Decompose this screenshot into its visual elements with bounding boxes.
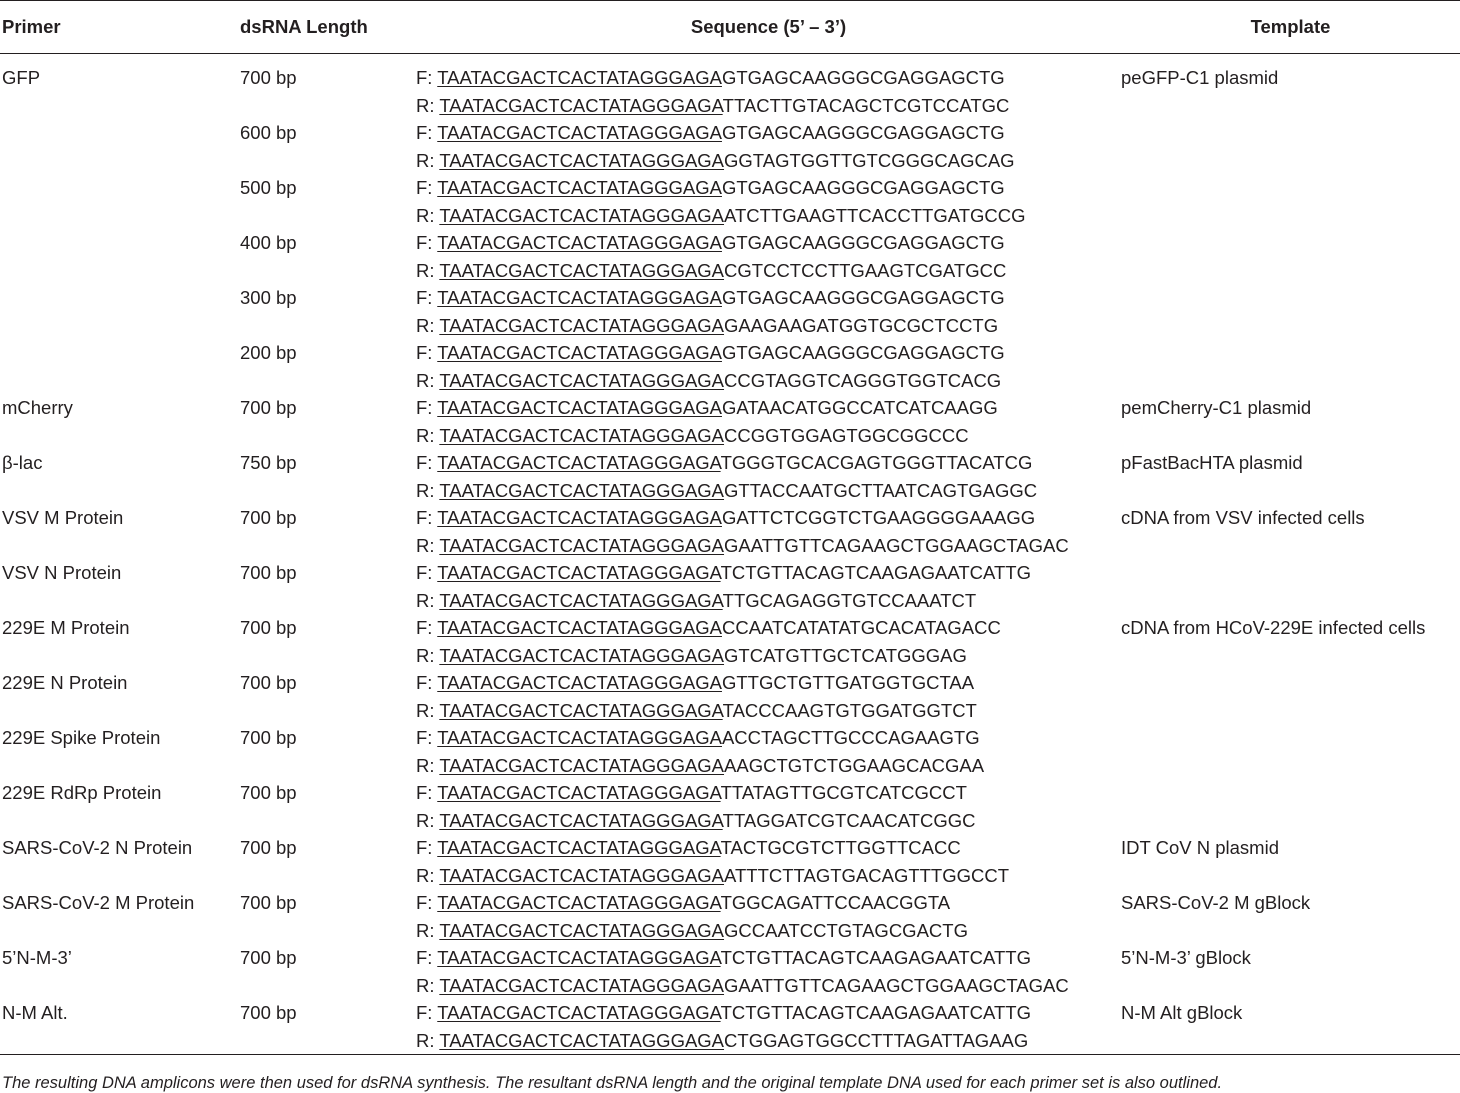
gene-specific-sequence: TTGCAGAGGTGTCCAAATCT [722,589,977,611]
primer-name: 229E RdRp Protein [2,782,162,803]
header-dsrna-length: dsRNA Length [240,16,368,37]
reverse-primer [416,202,1121,230]
gene-specific-sequence: GAAGAAGATGGTGCGCTCCTG [724,314,999,336]
sequence-cell [416,999,1121,1055]
primer-name: GFP [2,67,41,88]
gene-specific-sequence: GTGAGCAAGGGCGAGGAGCTG [721,287,1005,308]
t7-promoter-sequence: TAATACGACTCACTATAGGGAGA [439,534,725,556]
t7-promoter-sequence: TAATACGACTCACTATAGGGAGA [439,369,725,391]
reverse-primer [416,257,1121,285]
template-name: cDNA from HCoV-229E infected cells [1121,617,1426,638]
gene-specific-sequence: TGGCAGATTCCAACGGTA [720,892,951,913]
template-name: 5’N-M-3’ gBlock [1121,947,1251,968]
forward-primer [416,724,1121,752]
dsrna-length: 700 bp [240,837,297,858]
primer-pair [416,394,1121,449]
reverse-primer [416,642,1121,670]
dsrna-length: 700 bp [240,67,297,88]
t7-promoter-sequence: TAATACGACTCACTATAGGGAGA [437,397,722,418]
sequence-cell [416,449,1121,504]
header-template: Template [1250,16,1331,37]
t7-promoter-sequence: TAATACGACTCACTATAGGGAGA [437,727,722,748]
template-cell [1121,394,1460,449]
dsrna-length: 700 bp [240,562,297,583]
template-cell [1121,449,1460,504]
t7-promoter-sequence: TAATACGACTCACTATAGGGAGA [437,947,721,968]
t7-promoter-sequence: TAATACGACTCACTATAGGGAGA [439,809,723,831]
table-row [0,889,1460,944]
dsrna-length: 700 bp [240,782,297,803]
primer-name-cell [0,54,240,395]
primer-name: SARS-CoV-2 N Protein [2,837,193,858]
gene-specific-sequence: TTATAGTTGCGTCATCGCCT [720,782,967,803]
template-name: cDNA from VSV infected cells [1121,507,1365,528]
gene-specific-sequence: ATTTCTTAGTGACAGTTTGGCCT [724,864,1010,886]
forward-primer [416,119,1121,147]
gene-specific-sequence: GATTCTCGGTCTGAAGGGGAAAGG [721,507,1036,528]
dsrna-length-cell [240,999,416,1055]
dsrna-length-cell [240,614,416,669]
primer-pair [416,614,1121,669]
t7-promoter-sequence: TAATACGACTCACTATAGGGAGA [439,589,723,611]
dsrna-length-cell [240,394,416,449]
table-row [0,999,1460,1055]
strand-prefix: R: [416,644,440,666]
primer-pair [416,999,1121,1054]
template-name: pemCherry-C1 plasmid [1121,397,1312,418]
forward-primer [416,559,1121,587]
t7-promoter-sequence: TAATACGACTCACTATAGGGAGA [437,452,721,473]
dsrna-length: 700 bp [240,617,297,638]
table-header [0,1,1460,54]
template-name [1121,669,1460,697]
strand-prefix: F: [416,507,438,528]
t7-promoter-sequence: TAATACGACTCACTATAGGGAGA [437,177,722,198]
strand-prefix: F: [416,1002,438,1023]
strand-prefix: F: [416,67,438,88]
gene-specific-sequence: GATAACATGGCCATCATCAAGG [721,397,998,418]
t7-promoter-sequence: TAATACGACTCACTATAGGGAGA [437,232,722,253]
sequence-cell [416,504,1121,559]
forward-primer [416,339,1121,367]
table-row [0,559,1460,614]
strand-prefix: F: [416,232,438,253]
dsrna-length-cell [240,889,416,944]
t7-promoter-sequence: TAATACGACTCACTATAGGGAGA [439,974,725,996]
template-name: N-M Alt gBlock [1121,1002,1243,1023]
gene-specific-sequence: GTGAGCAAGGGCGAGGAGCTG [721,122,1005,143]
template-cell [1121,944,1460,999]
dsrna-length: 400 bp [240,232,297,253]
t7-promoter-sequence: TAATACGACTCACTATAGGGAGA [437,562,721,583]
dsrna-length-cell [240,944,416,999]
dsrna-length: 700 bp [240,672,297,693]
dsrna-length: 700 bp [240,1002,297,1023]
template-cell [1121,504,1460,559]
reverse-primer [416,752,1121,780]
t7-promoter-sequence: TAATACGACTCACTATAGGGAGA [437,837,721,858]
strand-prefix: R: [416,424,440,446]
table-body [0,54,1460,1055]
gene-specific-sequence: TGGGTGCACGAGTGGGTTACATCG [720,452,1033,473]
primer-pair [416,779,1121,834]
strand-prefix: F: [416,837,438,858]
dsrna-length: 700 bp [240,397,297,418]
gene-specific-sequence: TACTGCGTCTTGGTTCACC [720,837,961,858]
table-footnote: The resulting DNA amplicons were then used for dsRNA synthesis. The resultant dsRNA length and the original template DNA used for each primer set is also outlined. [2,1074,1223,1092]
strand-prefix: R: [416,919,440,941]
template-name [1121,559,1460,587]
primer-pair [416,284,1121,339]
reverse-primer [416,147,1121,175]
t7-promoter-sequence: TAATACGACTCACTATAGGGAGA [439,424,725,446]
primer-name: 5’N-M-3’ [2,947,72,968]
reverse-primer [416,587,1121,615]
dsrna-length-cell [240,724,416,779]
dsrna-length: 750 bp [240,452,297,473]
table-row [0,944,1460,999]
gene-specific-sequence: TCTGTTACAGTCAAGAGAATCATTG [720,562,1031,583]
gene-specific-sequence: TACCCAAGTGTGGATGGTCT [722,699,977,721]
forward-primer [416,834,1121,862]
t7-promoter-sequence: TAATACGACTCACTATAGGGAGA [437,1002,721,1023]
table-row [0,834,1460,889]
template-name [1121,779,1460,807]
reverse-primer [416,92,1121,120]
t7-promoter-sequence: TAATACGACTCACTATAGGGAGA [439,644,725,666]
forward-primer [416,284,1121,312]
table-row [0,614,1460,669]
forward-primer [416,174,1121,202]
table-row [0,54,1460,395]
template-name: pFastBacHTA plasmid [1121,452,1303,473]
sequence-cell [416,669,1121,724]
reverse-primer [416,422,1121,450]
sequence-cell [416,724,1121,779]
t7-promoter-sequence: TAATACGACTCACTATAGGGAGA [439,864,725,886]
table-row [0,504,1460,559]
strand-prefix: R: [416,1029,440,1051]
gene-specific-sequence: GTGAGCAAGGGCGAGGAGCTG [721,67,1005,88]
t7-promoter-sequence: TAATACGACTCACTATAGGGAGA [439,94,723,116]
primer-name-cell [0,504,240,559]
gene-specific-sequence: ACCTAGCTTGCCCAGAAGTG [721,727,980,748]
template-name: peGFP-C1 plasmid [1121,67,1279,88]
gene-specific-sequence: GTCATGTTGCTCATGGGAG [724,644,967,666]
dsrna-length: 700 bp [240,947,297,968]
template-cell [1121,724,1460,779]
dsrna-length-cell [240,559,416,614]
reverse-primer [416,917,1121,945]
t7-promoter-sequence: TAATACGACTCACTATAGGGAGA [439,699,723,721]
dsrna-length: 700 bp [240,892,297,913]
reverse-primer [416,477,1121,505]
template-cell [1121,614,1460,669]
strand-prefix: R: [416,479,440,501]
primer-pair [416,944,1121,999]
primer-pair [416,834,1121,889]
forward-primer [416,614,1121,642]
t7-promoter-sequence: TAATACGACTCACTATAGGGAGA [437,67,722,88]
template-cell [1121,669,1460,724]
template-name: IDT CoV N plasmid [1121,837,1279,858]
strand-prefix: F: [416,562,438,583]
strand-prefix: R: [416,149,440,171]
reverse-primer [416,697,1121,725]
forward-primer [416,64,1121,92]
dsrna-length: 700 bp [240,727,297,748]
t7-promoter-sequence: TAATACGACTCACTATAGGGAGA [437,892,721,913]
strand-prefix: F: [416,287,438,308]
dsrna-length-cell [240,449,416,504]
template-name: SARS-CoV-2 M gBlock [1121,892,1311,913]
table-row [0,724,1460,779]
forward-primer [416,779,1121,807]
reverse-primer [416,972,1121,1000]
primer-name-cell [0,669,240,724]
gene-specific-sequence: CGTCCTCCTTGAAGTCGATGCC [724,259,1007,281]
strand-prefix: R: [416,259,440,281]
t7-promoter-sequence: TAATACGACTCACTATAGGGAGA [437,617,722,638]
template-name [1121,724,1460,752]
dsrna-length-cell [240,669,416,724]
reverse-primer [416,807,1121,835]
template-cell [1121,889,1460,944]
strand-prefix: R: [416,974,440,996]
gene-specific-sequence: TCTGTTACAGTCAAGAGAATCATTG [720,1002,1031,1023]
primer-name-cell [0,614,240,669]
gene-specific-sequence: GTTACCAATGCTTAATCAGTGAGGC [724,479,1038,501]
primer-pair [416,119,1121,174]
primer-name: 229E Spike Protein [2,727,161,748]
primer-name-cell [0,449,240,504]
primer-pair [416,724,1121,779]
forward-primer [416,229,1121,257]
strand-prefix: R: [416,534,440,556]
sequence-cell [416,889,1121,944]
strand-prefix: R: [416,589,440,611]
t7-promoter-sequence: TAATACGACTCACTATAGGGAGA [437,287,722,308]
gene-specific-sequence: AAGCTGTCTGGAAGCACGAA [724,754,985,776]
primer-pair [416,504,1121,559]
table-row [0,394,1460,449]
header-sequence: Sequence (5’ – 3’) [690,16,847,37]
strand-prefix: F: [416,727,438,748]
table-row [0,669,1460,724]
dsrna-length-cell [240,779,416,834]
t7-promoter-sequence: TAATACGACTCACTATAGGGAGA [437,782,721,803]
primer-pair [416,174,1121,229]
strand-prefix: F: [416,177,438,198]
strand-prefix: F: [416,122,438,143]
gene-specific-sequence: GGTAGTGGTTGTCGGGCAGCAG [724,149,1015,171]
t7-promoter-sequence: TAATACGACTCACTATAGGGAGA [439,259,725,281]
primer-name: mCherry [2,397,73,418]
gene-specific-sequence: GTTGCTGTTGATGGTGCTAA [721,672,975,693]
gene-specific-sequence: CCGGTGGAGTGGCGGCCC [724,424,969,446]
strand-prefix: R: [416,369,440,391]
template-cell [1121,834,1460,889]
primer-pair [416,669,1121,724]
sequence-cell [416,54,1121,395]
strand-prefix: R: [416,204,440,226]
primer-name: N-M Alt. [2,1002,68,1023]
reverse-primer [416,312,1121,340]
primer-pair [416,889,1121,944]
forward-primer [416,889,1121,917]
gene-specific-sequence: TTAGGATCGTCAACATCGGC [722,809,976,831]
t7-promoter-sequence: TAATACGACTCACTATAGGGAGA [439,204,725,226]
primer-name-cell [0,944,240,999]
primer-pair [416,449,1121,504]
gene-specific-sequence: TTACTTGTACAGCTCGTCCATGC [722,94,1010,116]
strand-prefix: R: [416,864,440,886]
primer-name: SARS-CoV-2 M Protein [2,892,195,913]
template-cell [1121,999,1460,1055]
primer-pair [416,559,1121,614]
primer-name: VSV N Protein [2,562,122,583]
strand-prefix: F: [416,452,438,473]
dsrna-length: 500 bp [240,177,297,198]
strand-prefix: R: [416,699,440,721]
strand-prefix: F: [416,672,438,693]
sequence-cell [416,944,1121,999]
table-row [0,779,1460,834]
strand-prefix: R: [416,94,440,116]
forward-primer [416,999,1121,1027]
strand-prefix: F: [416,617,438,638]
gene-specific-sequence: TCTGTTACAGTCAAGAGAATCATTG [720,947,1031,968]
t7-promoter-sequence: TAATACGACTCACTATAGGGAGA [437,672,722,693]
gene-specific-sequence: GAATTGTTCAGAAGCTGGAAGCTAGAC [724,974,1069,996]
reverse-primer [416,367,1121,395]
dsrna-length-cell [240,504,416,559]
dsrna-length: 600 bp [240,122,297,143]
gene-specific-sequence: GAATTGTTCAGAAGCTGGAAGCTAGAC [724,534,1069,556]
table-row [0,449,1460,504]
t7-promoter-sequence: TAATACGACTCACTATAGGGAGA [439,314,725,336]
template-cell [1121,559,1460,614]
primer-name: 229E N Protein [2,672,128,693]
dsrna-length: 200 bp [240,342,297,363]
t7-promoter-sequence: TAATACGACTCACTATAGGGAGA [439,479,725,501]
primer-pair [416,229,1121,284]
template-cell [1121,54,1460,395]
sequence-cell [416,614,1121,669]
gene-specific-sequence: GCCAATCCTGTAGCGACTG [724,919,968,941]
reverse-primer [416,532,1121,560]
template-cell [1121,779,1460,834]
primer-name-cell [0,779,240,834]
gene-specific-sequence: CCAATCATATATGCACATAGACC [721,617,1001,638]
primer-name-cell [0,834,240,889]
strand-prefix: R: [416,314,440,336]
reverse-primer [416,862,1121,890]
dsrna-length-cell [240,834,416,889]
forward-primer [416,669,1121,697]
strand-prefix: F: [416,892,438,913]
t7-promoter-sequence: TAATACGACTCACTATAGGGAGA [439,919,725,941]
primer-name-cell [0,999,240,1055]
primer-name: β-lac [2,452,43,473]
t7-promoter-sequence: TAATACGACTCACTATAGGGAGA [437,507,722,528]
strand-prefix: F: [416,342,438,363]
gene-specific-sequence: CTGGAGTGGCCTTTAGATTAGAAG [724,1029,1029,1051]
strand-prefix: R: [416,809,440,831]
sequence-cell [416,779,1121,834]
strand-prefix: R: [416,754,440,776]
t7-promoter-sequence: TAATACGACTCACTATAGGGAGA [437,122,722,143]
forward-primer [416,449,1121,477]
primer-pair [416,339,1121,394]
sequence-cell [416,394,1121,449]
primer-name-cell [0,394,240,449]
forward-primer [416,944,1121,972]
sequence-cell [416,559,1121,614]
primer-name-cell [0,559,240,614]
t7-promoter-sequence: TAATACGACTCACTATAGGGAGA [439,149,725,171]
gene-specific-sequence: ATCTTGAAGTTCACCTTGATGCCG [724,204,1026,226]
primer-name-cell [0,724,240,779]
primer-pair [416,64,1121,119]
gene-specific-sequence: GTGAGCAAGGGCGAGGAGCTG [721,342,1005,363]
gene-specific-sequence: CCGTAGGTCAGGGTGGTCACG [724,369,1002,391]
primer-name: 229E M Protein [2,617,130,638]
dsrna-length-cell [240,54,416,395]
t7-promoter-sequence: TAATACGACTCACTATAGGGAGA [439,1029,725,1051]
strand-prefix: F: [416,782,438,803]
dsrna-length: 300 bp [240,287,297,308]
primer-name: VSV M Protein [2,507,124,528]
strand-prefix: F: [416,397,438,418]
dsrna-length: 700 bp [240,507,297,528]
reverse-primer [416,1027,1121,1055]
forward-primer [416,504,1121,532]
header-primer: Primer [2,16,61,37]
gene-specific-sequence: GTGAGCAAGGGCGAGGAGCTG [721,177,1005,198]
gene-specific-sequence: GTGAGCAAGGGCGAGGAGCTG [721,232,1005,253]
t7-promoter-sequence: TAATACGACTCACTATAGGGAGA [437,342,722,363]
t7-promoter-sequence: TAATACGACTCACTATAGGGAGA [439,754,725,776]
forward-primer [416,394,1121,422]
strand-prefix: F: [416,947,438,968]
primer-name-cell [0,889,240,944]
sequence-cell [416,834,1121,889]
